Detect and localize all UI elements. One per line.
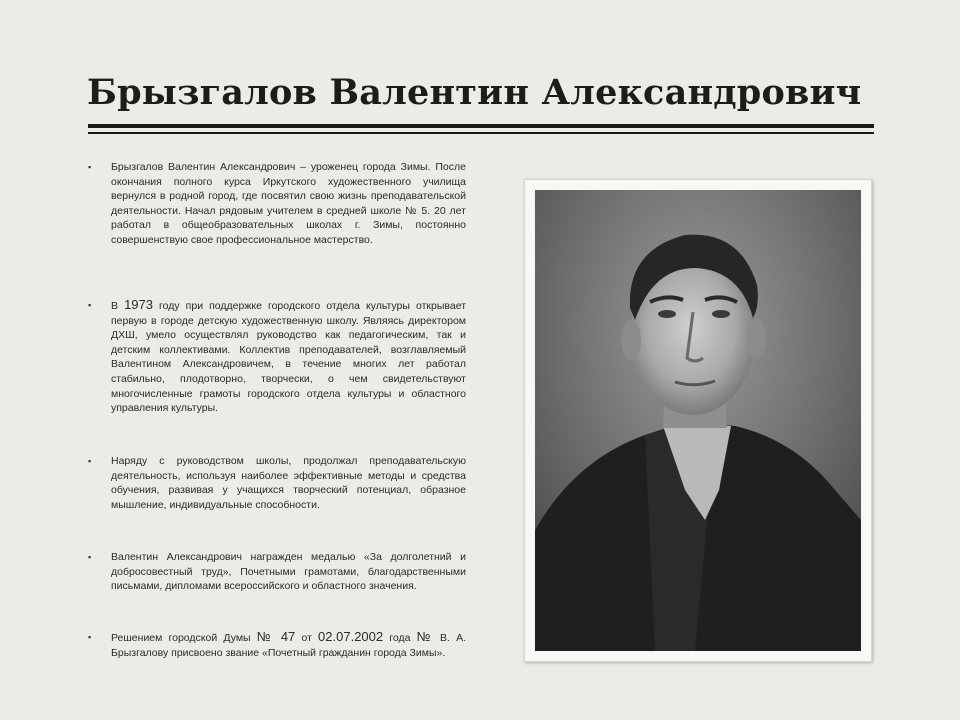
paragraph-text: Брызгалов Валентин Александрович – уроженец города Зимы. После окончания полного курса Иркутского художественного училища вернулся в родной город, где посвятил свою жизнь преподавательской деятельности. Начал рядовым учителем в средней школе № 5. 20 лет работал в общеобразовательных школах г. Зимы, постоянно совершенствую свое профессиональное мастерство. (111, 161, 466, 246)
number-sign: № (416, 629, 434, 644)
portrait-photo (535, 190, 861, 651)
portrait-illustration (535, 190, 861, 651)
bullet-paragraph-teaching (88, 454, 466, 512)
page-title: Брызгалов Валентин Александрович (87, 72, 862, 113)
bullet-paragraph-honorary-citizen (88, 630, 466, 660)
paragraph-text-part2: от (295, 632, 319, 644)
paragraph-text-part4: В. А. Брызгалову присвоено звание «Почетный гражданин города Зимы». (111, 632, 466, 659)
paragraph-text: Наряду с руководством школы, продолжал преподавательскую деятельность, используя наиболее эффективные методы и средства обучения, развивая у учащихся творческий потенциал, образное мышление, индивидуальные способности. (111, 455, 466, 511)
bullet-paragraph-school-founding (88, 298, 466, 416)
paragraph-text-part1: Решением городской Думы (111, 632, 257, 644)
title-rule-thin (88, 132, 874, 134)
decision-number: № 47 (256, 629, 296, 644)
bullet-paragraph-awards (88, 550, 466, 594)
title-rule-thick (88, 124, 874, 128)
paragraph-text-part3: года (383, 632, 417, 644)
paragraph-text-before: В (111, 300, 125, 312)
decision-date: 02.07.2002 (318, 629, 384, 644)
paragraph-text: Валентин Александрович награжден медалью «За долголетний и добросовестный труд», Почетными грамотами, благодарственными письмами, дипломами всероссийского и областного значения. (111, 551, 466, 593)
paragraph-text-after: году при поддержке городского отдела культуры открывает первую в городе детскую художественную школу. Являясь директором ДХШ, умело осуществлял руководство как педагогическим, так и детским коллективами. Коллектив преподавателей, возглавляемый Валентином Александровичем, в течение многих лет работал стабильно, плодотворно, творчески, о чем свидетельствуют многочисленные грамоты городского отдела культуры и областного управления культуры. (111, 300, 466, 415)
paragraph-year: 1973 (124, 297, 153, 312)
bullet-paragraph-origin (88, 160, 466, 248)
portrait-frame (524, 179, 872, 662)
